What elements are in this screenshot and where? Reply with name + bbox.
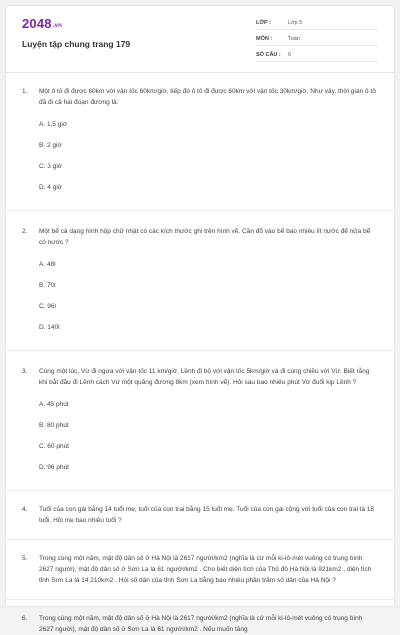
page-title: Luyện tập chung trang 179: [22, 39, 131, 49]
meta-key: MÔN :: [256, 36, 273, 42]
question-4: [22, 504, 378, 526]
question-text: Một ô tô đi được 60km với vận tốc 60km/giờ, tiếp đó ô tô đi được 60km với vận tốc 30km/giờ. Như vậy, thời gian ô tô đã đi cả hai đoạn đường là:: [39, 88, 376, 106]
site-logo[interactable]: [22, 16, 62, 31]
meta-info-table: [256, 14, 378, 62]
question-text: Trong cùng một năm, mật độ dân số ở Hà Nội là 2617 người/km2 (nghĩa là cứ mỗi ki-lô-mét vuông có trung bình 2627 người), mật độ dân số ở Sơn La là 61 người/km2 . Nếu muốn tăng: [39, 615, 363, 633]
question-number: 1.: [22, 88, 28, 95]
meta-value: 6: [288, 52, 292, 58]
option-b[interactable]: B. 80 phút: [39, 422, 69, 429]
meta-key: SỐ CÂU :: [256, 52, 281, 58]
worksheet-header: [6, 6, 394, 72]
question-3: [22, 366, 378, 473]
meta-value: Toán: [288, 36, 300, 42]
option-b[interactable]: B. 2 giờ: [39, 142, 62, 149]
option-a[interactable]: A. 1,5 giờ: [39, 121, 68, 128]
meta-row-subject: [256, 30, 378, 46]
worksheet-page: [6, 6, 394, 633]
meta-key: LỚP :: [256, 20, 271, 26]
question-number: 3.: [22, 368, 28, 375]
question-2: [22, 226, 378, 333]
meta-value: Lớp 5: [288, 20, 303, 26]
question-number: 2.: [22, 228, 28, 235]
meta-row-question-count: [256, 46, 378, 62]
question-text: Tuổi của con gái bằng 14 tuổi mẹ, tuổi của con trai bằng 15 tuổi mẹ. Tuổi của con gái cộng với tuổi của con trai là 18 tuổi. Hỏi mẹ bao nhiêu tuổi ?: [39, 506, 375, 524]
option-d[interactable]: D. 140l: [39, 324, 60, 331]
meta-row-class: [256, 14, 378, 30]
option-c[interactable]: C. 60 phút: [39, 443, 69, 450]
option-d[interactable]: D. 4 giờ: [39, 184, 63, 191]
question-list: [22, 86, 378, 635]
logo-text: 2048: [22, 16, 52, 31]
option-a[interactable]: A. 48l: [39, 261, 56, 268]
question-text: Trong cùng một năm, mật độ dân số ở Hà Nội là 2617 người/km2 (nghĩa là cứ mỗi ki-lô-mét vuông có trung bình 2627 người), mật độ dân số ở Sơn La là 61 người/km2 . Cho biết diện tích của Thủ đô Hà Nội là 921km2 , diện tích tỉnh Sơn La là 14 210km2 . Hỏi số dân của tỉnh Sơn La bằng bao nhiêu phần trăm số dân của Hà Nội ?: [39, 555, 372, 584]
question-5: [22, 553, 378, 586]
option-c[interactable]: C. 96l: [39, 303, 56, 310]
option-a[interactable]: A. 45 phút: [39, 401, 69, 408]
question-number: 6.: [22, 615, 28, 622]
question-number: 5.: [22, 555, 28, 562]
logo-suffix: .vn: [52, 23, 63, 29]
option-b[interactable]: B. 70l: [39, 282, 56, 289]
question-number: 4.: [22, 506, 28, 513]
question-6: [22, 613, 378, 635]
header-divider: [6, 72, 394, 73]
question-text: Cùng một lúc, Vừ đi ngựa với vận tốc 11 km/giờ, Lềnh đi bộ với vận tốc 5km/giờ và đi cùng chiều với Vừ. Biết rằng khi bắt đầu đi Lềnh cách Vừ một quãng đường 8km (xem hình vẽ). Hỏi sau bao nhiêu phút Vừ đuổi kịp Lềnh ?: [39, 368, 370, 386]
question-text: Một bể cá dạng hình hộp chữ nhật có các kích thước ghi trên hình vẽ. Cần đổ vào bể bao nhiêu lít nước để nửa bể có nước ?: [39, 228, 371, 246]
question-1: [22, 86, 378, 193]
option-d[interactable]: D. 96 phút: [39, 464, 69, 471]
option-c[interactable]: C. 3 giờ: [39, 163, 63, 170]
